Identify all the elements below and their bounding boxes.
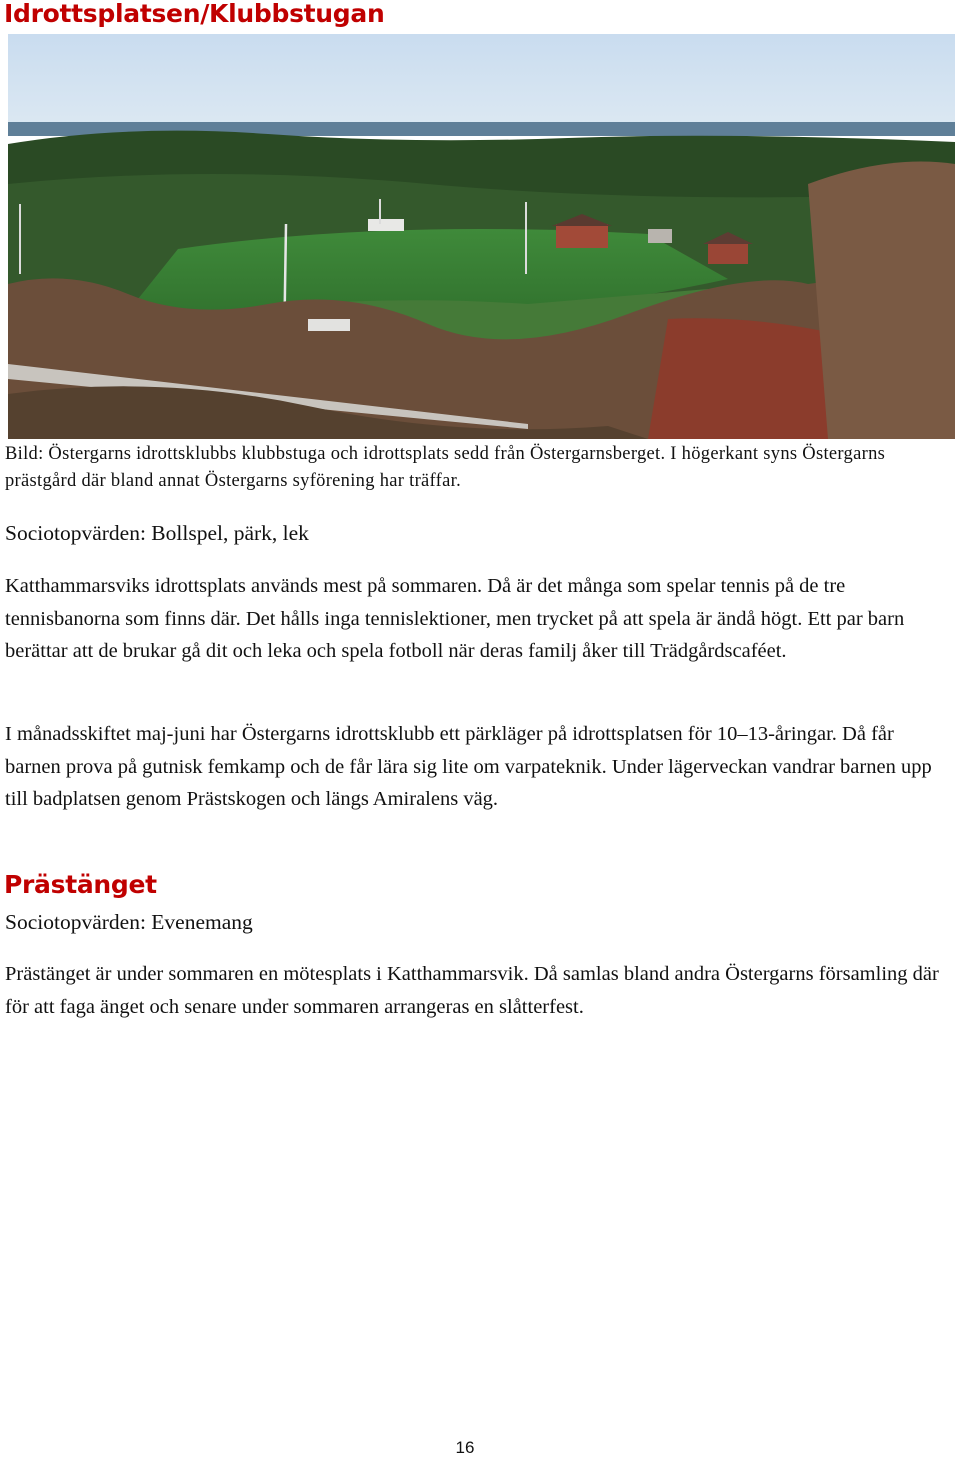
section-title-prastanget: Prästänget bbox=[4, 870, 157, 899]
body-paragraph: Katthammarsviks idrottsplats används mest på sommaren. Då är det många som spelar tennis på de tre tennisbanorna som finns där. Det hålls inga tennislektioner, men trycket på att spela är ändå högt. Ett par barn berättar att de brukar gå dit och leka och spela fotboll när deras familj åker till Trädgårdscaféet. bbox=[5, 575, 905, 662]
body-paragraph: I månadsskiftet maj-juni har Östergarns idrottsklubb ett pärkläger på idrottsplatsen för 10–13-åringar. Då får barnen prova på gutnisk femkamp och de får lära sig lite om varpateknik. Under lägerveckan vandrar barnen upp till badplatsen genom Prästskogen och längs Amiralens väg. bbox=[5, 723, 932, 810]
section-title-idrottsplatsen: Idrottsplatsen/Klubbstugan bbox=[4, 0, 385, 28]
sociotop-values-heading: Sociotopvärden: Bollspel, pärk, lek bbox=[5, 521, 309, 545]
photo-caption: Bild: Östergarns idrottsklubbs klubbstuga och idrottsplats sedd från Östergarnsberget. I högerkant syns Östergarns prästgård där bland annat Östergarns syförening har träffar. bbox=[5, 444, 886, 491]
sociotop-values-heading: Sociotopvärden: Evenemang bbox=[5, 910, 253, 934]
page-number: 16 bbox=[455, 1438, 475, 1457]
body-paragraph: Prästänget är under sommaren en mötesplats i Katthammarsvik. Då samlas bland andra Östergarns församling där för att faga änget och senare under sommaren arrangeras en slåtterfest. bbox=[5, 963, 939, 1018]
sports-field-photo bbox=[8, 34, 955, 439]
